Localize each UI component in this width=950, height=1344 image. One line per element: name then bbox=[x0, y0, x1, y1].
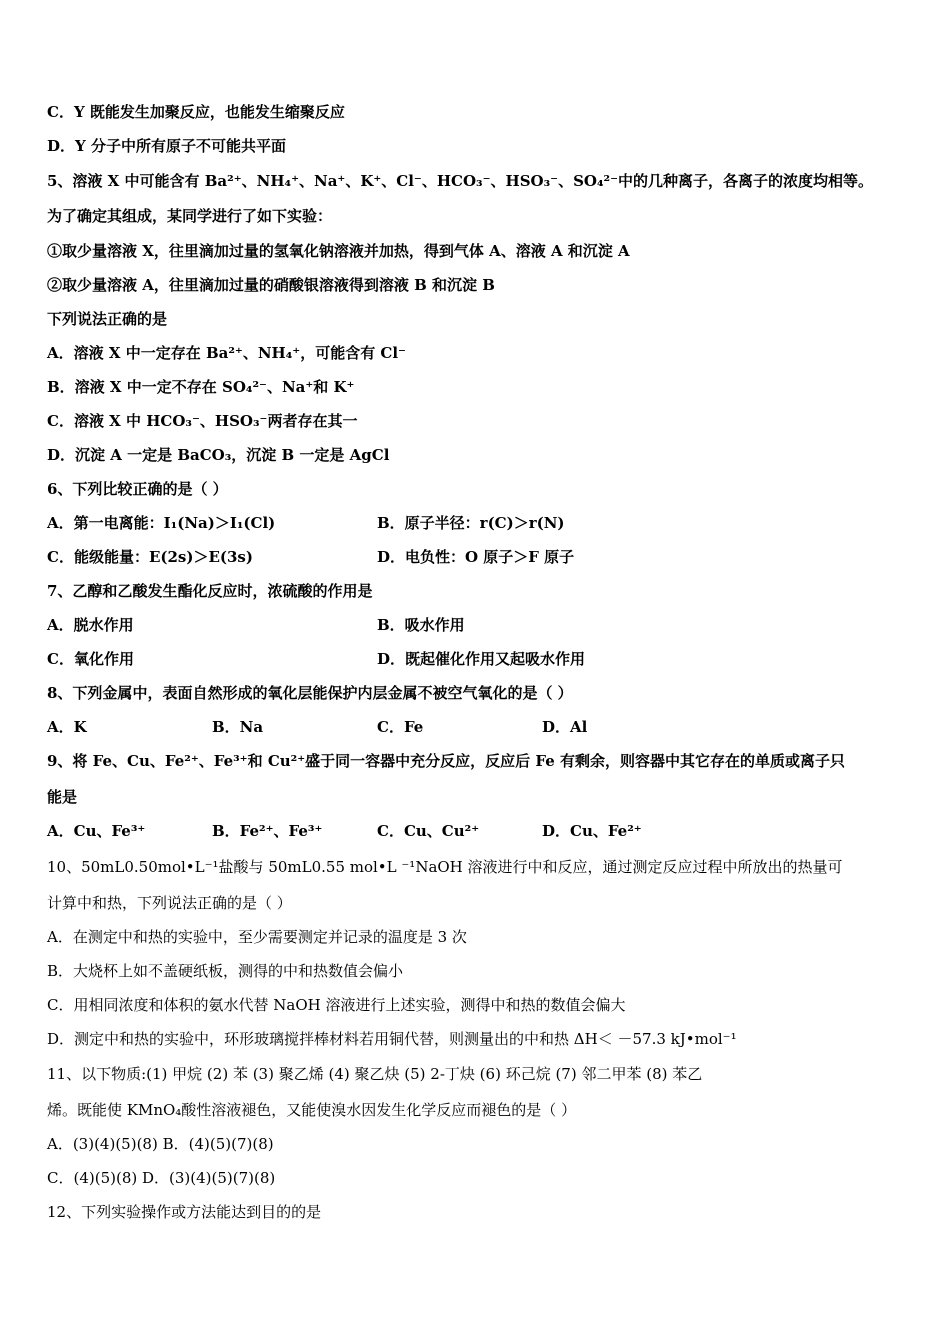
question-5-option-b: B．溶液 X 中一定不存在 SO₄²⁻、Na⁺和 K⁺ bbox=[47, 378, 355, 396]
question-6-option-c: C．能级能量：E(2s)＞E(3s) bbox=[47, 548, 253, 566]
question-10-stem: 10、50mL0.50mol•L⁻¹盐酸与 50mL0.55 mol•L ⁻¹NaOH 溶液进行中和反应，通过测定反应过程中所放出的热量可 bbox=[47, 858, 843, 876]
question-6-option-d: D．电负性：O 原子＞F 原子 bbox=[377, 548, 575, 566]
question-10-option-a: A．在测定中和热的实验中，至少需要测定并记录的温度是 3 次 bbox=[47, 928, 467, 946]
question-11-stem: 11、以下物质:(1) 甲烷 (2) 苯 (3) 聚乙烯 (4) 聚乙炔 (5) 2-丁炔 (6) 环己烷 (7) 邻二甲苯 (8) 苯乙 bbox=[47, 1065, 703, 1083]
question-9-option-a: A．Cu、Fe³⁺ bbox=[47, 822, 146, 840]
question-10-option-d: D．测定中和热的实验中，环形玻璃搅拌棒材料若用铜代替，则测量出的中和热 ΔH＜ －57.3 kJ•mol⁻¹ bbox=[47, 1030, 737, 1048]
question-6-stem: 6、下列比较正确的是（ ） bbox=[47, 480, 228, 498]
question-5-step-1: ①取少量溶液 X，往里滴加过量的氢氧化钠溶液并加热，得到气体 A、溶液 A 和沉淀 A bbox=[47, 242, 630, 260]
question-8-option-c: C．Fe bbox=[377, 718, 424, 736]
question-5-intro: 为了确定其组成，某同学进行了如下实验： bbox=[47, 207, 333, 225]
question-6-option-b: B．原子半径：r(C)＞r(N) bbox=[377, 514, 565, 532]
question-7-option-a: A．脱水作用 bbox=[47, 616, 134, 634]
question-10-option-c: C．用相同浓度和体积的氨水代替 NaOH 溶液进行上述实验，测得中和热的数值会偏大 bbox=[47, 996, 626, 1014]
question-5-option-a: A．溶液 X 中一定存在 Ba²⁺、NH₄⁺，可能含有 Cl⁻ bbox=[47, 344, 406, 362]
question-10-option-b: B．大烧杯上如不盖硬纸板，测得的中和热数值会偏小 bbox=[47, 962, 404, 980]
question-5-option-c: C．溶液 X 中 HCO₃⁻、HSO₃⁻两者存在其一 bbox=[47, 412, 358, 430]
option-d-y: D．Y 分子中所有原子不可能共平面 bbox=[47, 137, 286, 155]
question-8-stem: 8、下列金属中，表面自然形成的氧化层能保护内层金属不被空气氧化的是（ ） bbox=[47, 684, 573, 702]
question-7-option-d: D．既起催化作用又起吸水作用 bbox=[377, 650, 586, 668]
question-5-step-2: ②取少量溶液 A，往里滴加过量的硝酸银溶液得到溶液 B 和沉淀 B bbox=[47, 276, 495, 294]
question-11-stem-cont: 烯。既能使 KMnO₄酸性溶液褪色，又能使溴水因发生化学反应而褪色的是（ ） bbox=[47, 1101, 577, 1119]
question-5-stem: 5、溶液 X 中可能含有 Ba²⁺、NH₄⁺、Na⁺、K⁺、Cl⁻、HCO₃⁻、HSO₃⁻、SO₄²⁻中的几种离子，各离子的浓度均相等。 bbox=[47, 172, 874, 190]
question-8-option-a: A．K bbox=[47, 718, 87, 736]
option-c-y: C．Y 既能发生加聚反应，也能发生缩聚反应 bbox=[47, 103, 345, 121]
question-7-stem: 7、乙醇和乙酸发生酯化反应时，浓硫酸的作用是 bbox=[47, 582, 373, 600]
question-9-stem: 9、将 Fe、Cu、Fe²⁺、Fe³⁺和 Cu²⁺盛于同一容器中充分反应，反应后 Fe 有剩余，则容器中其它存在的单质或离子只 bbox=[47, 752, 845, 770]
question-8-option-b: B．Na bbox=[212, 718, 264, 736]
question-6-option-a: A．第一电离能：I₁(Na)＞I₁(Cl) bbox=[47, 514, 276, 532]
question-11-options-ab: A．(3)(4)(5)(8) B．(4)(5)(7)(8) bbox=[47, 1135, 274, 1153]
question-12-stem: 12、下列实验操作或方法能达到目的的是 bbox=[47, 1203, 322, 1221]
question-11-options-cd: C．(4)(5)(8) D．(3)(4)(5)(7)(8) bbox=[47, 1169, 276, 1187]
question-8-option-d: D．Al bbox=[542, 718, 588, 736]
question-9-option-c: C．Cu、Cu²⁺ bbox=[377, 822, 480, 840]
question-5-prompt: 下列说法正确的是 bbox=[47, 310, 168, 328]
question-9-option-b: B．Fe²⁺、Fe³⁺ bbox=[212, 822, 323, 840]
question-7-option-b: B．吸水作用 bbox=[377, 616, 465, 634]
question-7-option-c: C．氧化作用 bbox=[47, 650, 134, 668]
question-5-option-d: D．沉淀 A 一定是 BaCO₃，沉淀 B 一定是 AgCl bbox=[47, 446, 390, 464]
question-9-option-d: D．Cu、Fe²⁺ bbox=[542, 822, 642, 840]
question-10-stem-cont: 计算中和热，下列说法正确的是（ ） bbox=[47, 894, 292, 912]
question-9-stem-cont: 能是 bbox=[47, 788, 78, 806]
